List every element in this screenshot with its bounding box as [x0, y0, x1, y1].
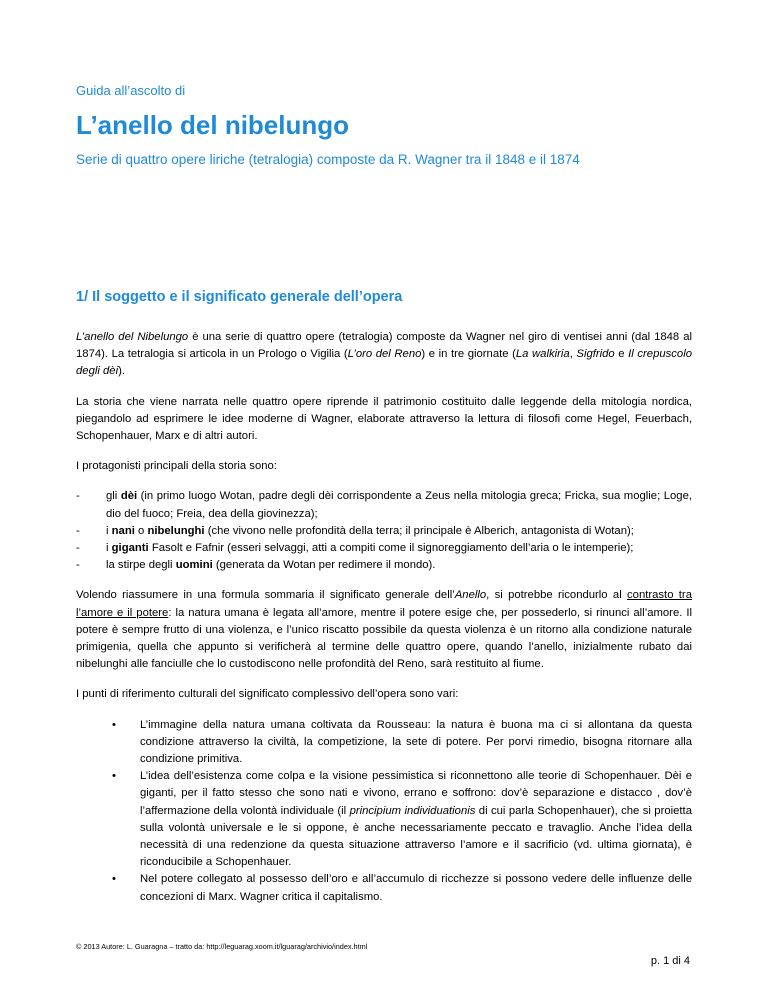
list-item: - i nani o nibelunghi (che vivono nelle profondità della terra; il principale è Alberich, antagonista di Wotan);: [76, 524, 634, 537]
protagonists-list: [76, 488, 692, 574]
footer-credit: © 2013 Autore: L. Guaragna – tratto da: http://leguarag.xoom.it/lguarag/archivio/index.html: [76, 942, 368, 951]
paragraph-intro: L’anello del Nibelungo è una serie di quattro opere (tetralogia) composte da Wagner nel giro di ventisei anni (dal 1848 al 1874). La tetralogia si articola in un Prologo o Vigilia (L’oro del Reno) e in tre giornate (La walkiria, Sigfrido e Il crepuscolo degli dèi).: [76, 331, 693, 378]
list-item: - la stirpe degli uomini (generata da Wotan per redimere il mondo).: [76, 559, 436, 572]
list-item: • L’immagine della natura umana coltivata da Rousseau: la natura è buona ma ci si allontana da questa condizione attraverso la civiltà, la competizione, la sete di potere. Per porvi rimedio, bisogna ritornare alla condizione primitiva.: [112, 718, 692, 766]
list-item: - i giganti Fasolt e Fafnir (esseri selvaggi, atti a compiti come il signoreggiamento dell’aria o le intemperie);: [76, 542, 634, 555]
section-body: [76, 329, 692, 906]
paragraph-story: La storia che viene narrata nelle quattro opere riprende il patrimonio costituito dalle leggende della mitologia nordica, piegandolo ad esprimere le idee moderne di Wagner, elaborate attraverso la lettura di filosofi come Hegel, Feuerbach, Schopenhauer, Marx e di altri autori.: [76, 395, 692, 443]
section-heading: 1/ Il soggetto e il significato generale dell’opera: [76, 289, 403, 305]
references-list: [76, 717, 692, 906]
paragraph-summary: Volendo riassumere in una formula sommaria il significato generale dell’Anello, si potrebbe ricondurlo al contrasto tra l’amore e il potere: la natura umana è legata all’amore, mentre il potere esige che, per possederlo, si rinunci all’amore. Il potere è sempre frutto di una violenza, e l’unico riscatto possibile da questa violenza è un ritorno alla condizione naturale primigenia, quella che appunto si verificherà al termine delle quattro opere, quando l’anello, inizialmente rubato dai nibelunghi alle fanciulle che lo custodiscono nelle profondità del Reno, sarà restituito al fiume.: [76, 589, 692, 671]
list-item: - gli dèi (in primo luogo Wotan, padre degli dèi corrispondente a Zeus nella mitologia greca; Fricka, sua moglie; Loge, dio del fuoco; Freia, dea della giovinezza);: [76, 490, 692, 520]
document-title: L’anello del nibelungo: [76, 110, 350, 140]
document-subtitle: Serie di quattro opere liriche (tetralogia) composte da R. Wagner tra il 1848 e il 1874: [76, 152, 580, 167]
list-item: • Nel potere collegato al possesso dell’oro e all’accumulo di ricchezze si possono vedere delle influenze delle concezioni di Marx. Wagner critica il capitalismo.: [112, 873, 692, 903]
document-kicker: Guida all’ascolto di: [76, 83, 186, 98]
paragraph-protagonists-intro: I protagonisti principali della storia sono:: [76, 460, 277, 473]
list-item: • L’idea dell’esistenza come colpa e la visione pessimistica si riconnettono alle teorie di Schopenhauer. Dèi e giganti, per il fatto stesso che sono nati e vivono, errano e soffrono: dov’è separazione e distacco , dov’è l’affermazione della volontà individuale (il principium individuationis di cui parla Schopenhauer), che si proietta sulla volontà universale e le si oppone, è anche necessariamente peccato e travaglio. Anche l’idea della necessità di una redenzione da questa situazione attraverso l’amore e il sacrificio (vd. ultima giornata), è riconducibile a Schopenhauer.: [112, 770, 692, 869]
paragraph-references-intro: I punti di riferimento culturali del significato complessivo dell’opera sono vari:: [76, 688, 459, 701]
page-number: p. 1 di 4: [650, 955, 690, 967]
